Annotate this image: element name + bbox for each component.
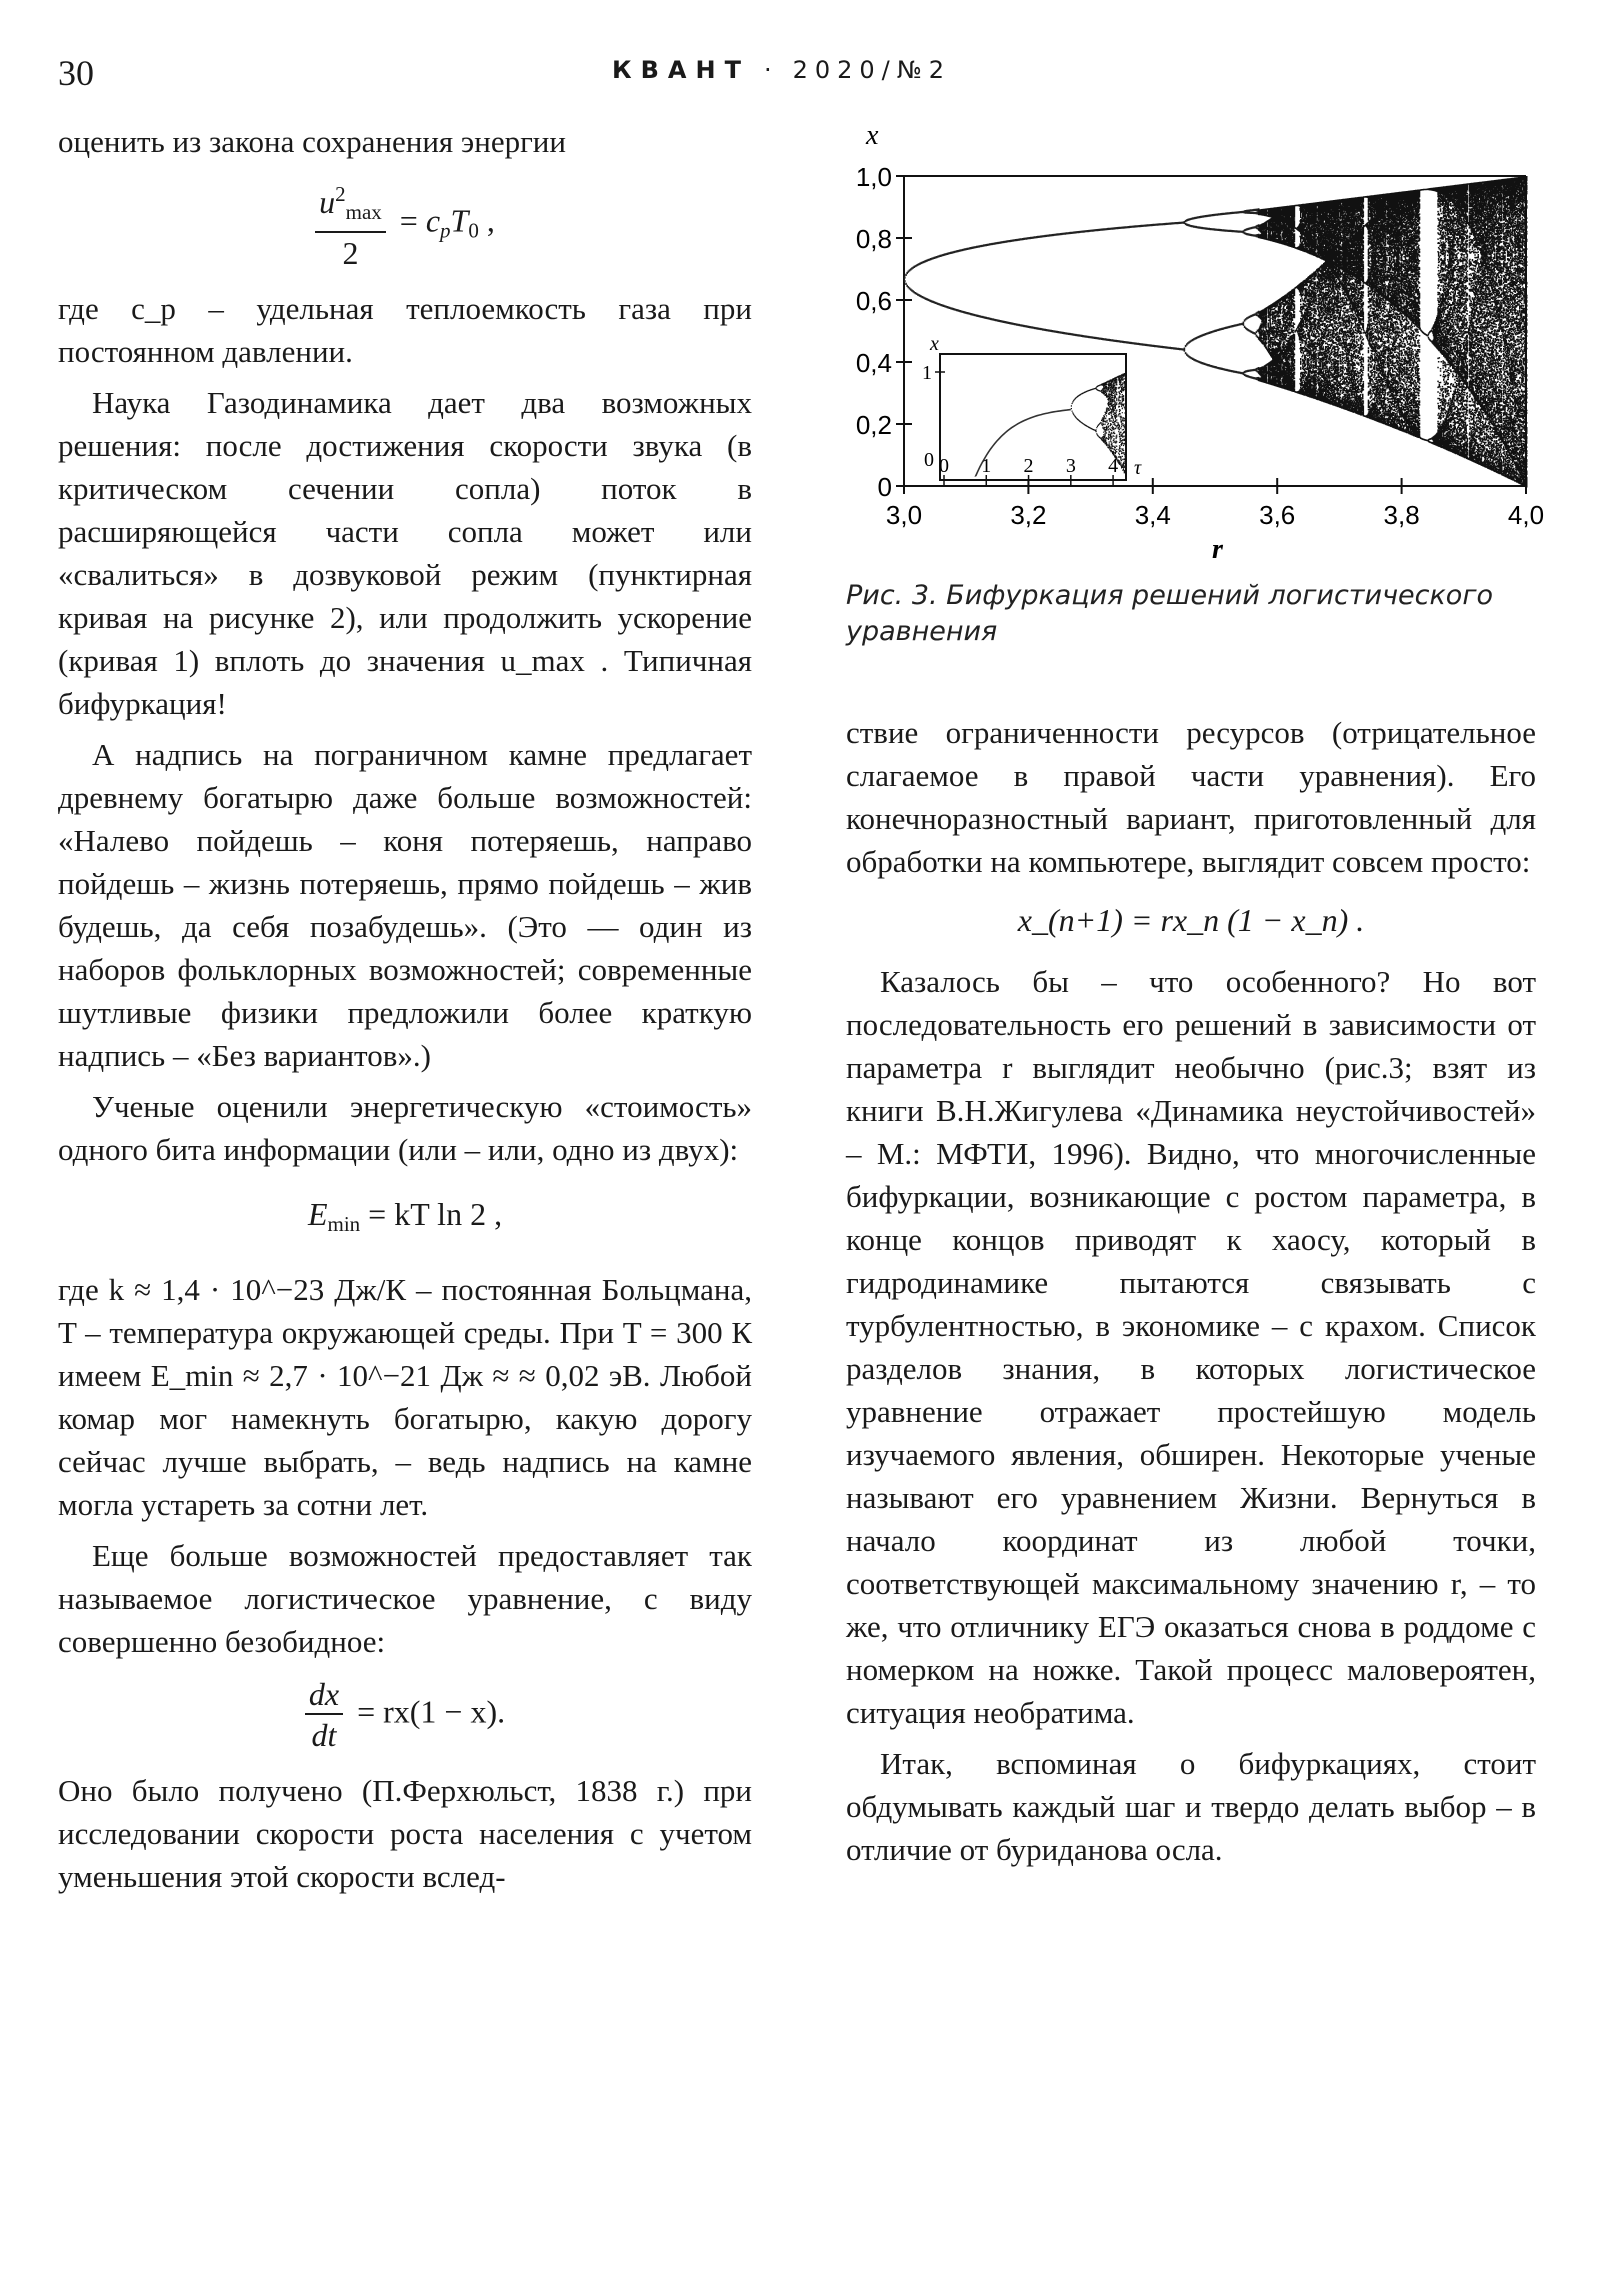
energy-formula: $\frac{u^2_{max}}{2}$ = $c_pT_0$ , [58,175,752,273]
figure-caption: Рис. 3. Бифуркация решений логистического уравнения [846,580,1494,647]
inset-y-tick-label: 0 [924,449,934,471]
x-tick-label: 3,8 [1383,500,1420,530]
y-tick-label: 0,4 [855,348,892,378]
paragraph: Казалось бы – что особенного? Но вот последовательность его решений в зависимости от параметра r выглядит необычно (рис.3; взят из книги В.Н.Жигулева «Динамика неустойчивостей» – М.: МФТИ, 1996). Видно, что многочисленные бифуркации, возникающие с ростом параметра, в конце концов приводят к хаосу, который в гидродинамике пытаются связывать с турбулентностью, в экономике – с крахом. Список разделов знания, в которых логистическое уравнение отражает простейшую модель изучаемого явления, обширен. Некоторые ученые называют его уравнением Жизни. Вернуться в начало координат из любой точки, соответствующей максимальному значению r, – то же, что отличнику ЕГЭ оказаться снова в роддоме с номерком на ножке. Такой процесс маловероятен, ситуация необратима. [846,964,1536,1730]
right-column [846,711,1536,1871]
y-tick-label: 0 [877,472,892,502]
inset-x-tick-label: 2 [1023,455,1034,477]
page-number: 30 [58,53,94,93]
fraction: $\frac{dx}{dt}$ [305,1675,343,1755]
paragraph: А надпись на пограничном камне предлагает древнему богатырю даже больше возможностей: «Налево пойдешь – коня потеряешь, направо пойдешь – жизнь потеряешь, прямо пойдешь – жив будешь, да себя позабудешь». (Это — один из наборов фольклорных возможностей; современные шутливые физики предложили более краткую надпись – «Без вариантов».) [58,737,752,1073]
inset-x-tick-label: 4 [1108,455,1119,477]
paragraph: где k ≈ 1,4 · 10^−23 Дж/К – постоянная Больцмана, T – температура окружающей среды. При T = 300 К имеем E_min ≈ 2,7 · 10^−21 Дж ≈ ≈ 0,02 эВ. Любой комар мог намекнуть богатырю, какую дорогу сейчас лучше выбрать, – ведь надпись на камне могла устареть за сотни лет. [58,1272,752,1522]
paragraph: оценить из закона сохранения энергии [58,124,566,159]
bit-energy-formula: $E_{min}$ = kT ln 2 , [307,1196,503,1236]
left-column [58,120,752,1898]
inset-y-axis-label: x [930,333,939,355]
chaotic-region [1258,176,1528,488]
inset-y-tick-label: 1 [922,362,932,384]
inset-x-tick-label: 3 [1065,455,1076,477]
x-tick-label: 3,2 [1010,500,1047,530]
x-tick-label: 3,4 [1134,500,1171,530]
y-axis-label: x [866,120,879,151]
paragraph: Оно было получено (П.Ферхюльст, 1838 г.) при исследовании скорости роста населения с учетом уменьшения этой скорости вслед- [58,1773,752,1894]
inset-x-tick-label: 1 [981,455,992,477]
logistic-map-formula: x_(n+1) = rx_n (1 − x_n) . [1017,902,1365,938]
inset-x-tick-label: 0 [939,455,949,477]
bifurcation-chart [836,118,1545,578]
fraction: $\frac{u^2_{max}}{2}$ [315,175,386,273]
y-tick-label: 1,0 [855,162,892,192]
paragraph: Еще больше возможностей предоставляет так называемое логистическое уравнение, с виду совершенно безобидное: [58,1538,752,1659]
paragraph: где c_p – удельная теплоемкость газа при постоянном давлении. [58,291,752,369]
bifurcation-figure [836,118,1545,638]
y-tick-label: 0,8 [855,224,892,254]
issue-number: 2020/№2 [792,56,951,84]
paragraph: ствие ограниченности ресурсов (отрицательное слагаемое в правой части уравнения). Его конечноразностный вариант, приготовленный для обработки на компьютере, выглядит совсем просто: [846,715,1536,879]
x-tick-label: 3,0 [885,500,923,530]
inset-x-axis-label: τ [1134,457,1142,479]
y-tick-label: 0,2 [855,410,892,440]
paragraph: Ученые оценили энергетическую «стоимость» одного бита информации (или – или, одно из двух): [58,1089,752,1167]
separator-dot: · [763,56,779,84]
x-tick-label: 3,6 [1259,500,1296,530]
logistic-differential-equation: $\frac{dx}{dt}$ = rx(1 − x). [58,1675,752,1755]
running-head [612,56,951,84]
x-tick-label: 4,0 [1507,500,1545,530]
paragraph: Наука Газодинамика дает два возможных решения: после достижения скорости звука (в критическом сечении сопла) поток в расширяющейся части сопла может или «свалиться» в дозвуковой режим (пунктирная кривая на рисунке 2), или продолжить ускорение (кривая 1) вплоть до значения u_max . Типичная бифуркация! [58,385,752,721]
y-tick-label: 0,6 [855,286,892,316]
paragraph: Итак, вспоминая о бифуркациях, стоит обдумывать каждый шаг и твердо делать выбор – в отличие от буриданова осла. [846,1746,1536,1867]
x-axis-label: r [1212,534,1223,565]
journal-name: КВАНТ [612,56,750,84]
